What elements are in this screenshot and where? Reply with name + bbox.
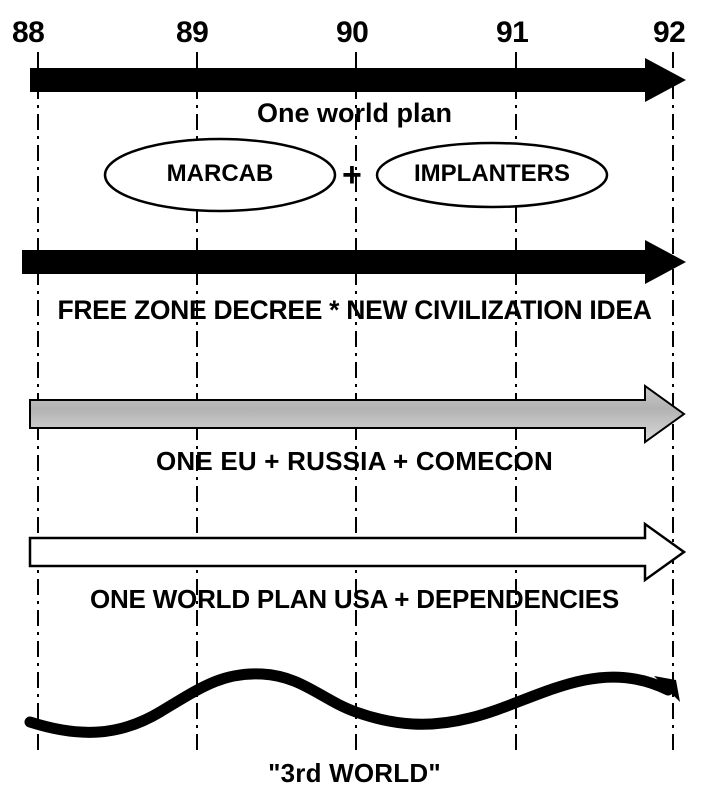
- ellipse-label-marcab: MARCAB: [166, 160, 274, 187]
- plus-operator: +: [342, 156, 362, 194]
- caption-one-world-plan: One world plan: [256, 98, 452, 128]
- axis-tick-label-89: 89: [176, 16, 209, 49]
- caption-one-world-usa: ONE WORLD PLAN USA + DEPENDENCIES: [89, 584, 620, 614]
- ellipse-label-implanters: IMPLANTERS: [414, 160, 570, 187]
- axis-tick-label-90: 90: [336, 16, 369, 49]
- axis-tick-label-88: 88: [12, 16, 45, 49]
- wave-third-world: [30, 674, 668, 733]
- caption-free-zone: FREE ZONE DECREE * NEW CIVILIZATION IDEA: [57, 295, 652, 325]
- axis-tick-label-91: 91: [496, 16, 529, 49]
- arrow-free-zone: [22, 240, 686, 284]
- arrow-one-world-plan: [30, 58, 686, 102]
- caption-third-world: "3rd WORLD": [268, 758, 441, 788]
- caption-one-eu: ONE EU + RUSSIA + COMECON: [156, 446, 553, 476]
- axis-tick-label-92: 92: [653, 16, 686, 49]
